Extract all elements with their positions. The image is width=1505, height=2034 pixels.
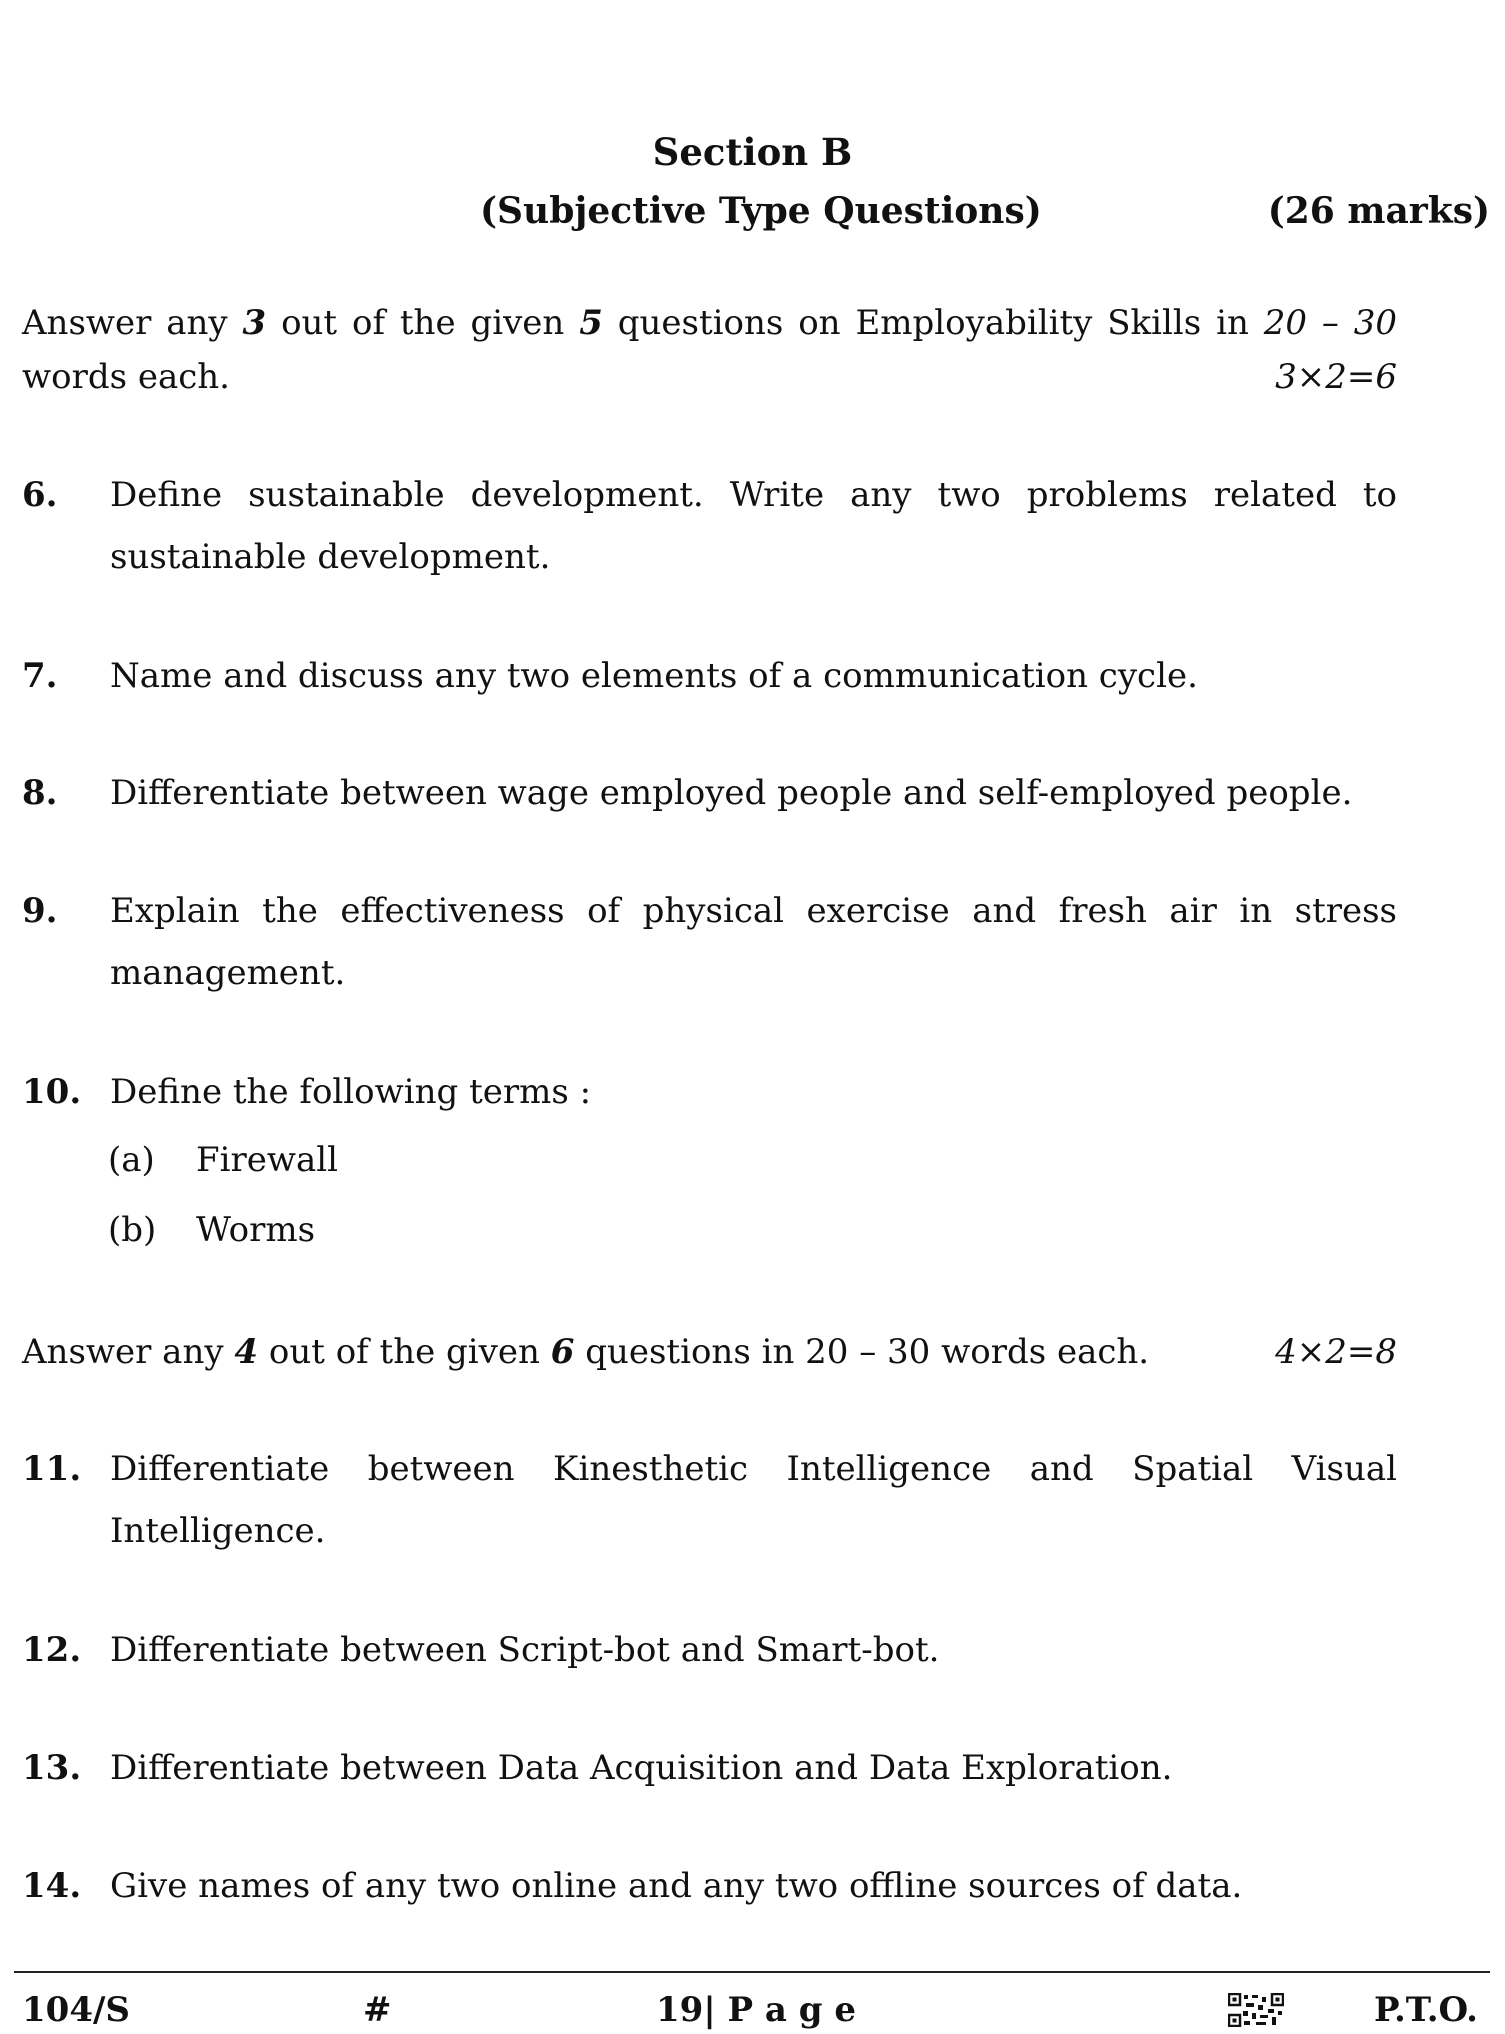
question-text: Differentiate between wage employed people and self-employed people.	[110, 773, 1353, 813]
question-text: Differentiate between Script-bot and Smart-bot.	[110, 1630, 940, 1670]
instruction-1-line-2: words each. 3×2=6	[22, 350, 1397, 404]
question-12	[22, 1619, 1397, 1681]
instruction-2-total: 6	[550, 1332, 575, 1372]
part-label: (b)	[108, 1210, 157, 1250]
section-subtitle: (Subjective Type Questions)	[480, 190, 1042, 232]
instruction-2	[22, 1325, 1397, 1379]
question-number: 6.	[22, 475, 58, 515]
question-text: Define sustainable development. Write any two problems related to sustainable development.	[110, 475, 1397, 577]
section-marks: (26 marks)	[1267, 190, 1490, 232]
instruction-2-line: Answer any 4 out of the given 6 questions in 20 – 30 words each. 4×2=8	[22, 1325, 1397, 1379]
question-number: 9.	[22, 891, 58, 931]
page-number: 19| P a g e	[656, 1990, 857, 2030]
question-text: Give names of any two online and any two offline sources of data.	[110, 1866, 1243, 1906]
instruction-1	[22, 296, 1397, 404]
instruction-1-marks: 3×2=6	[1275, 357, 1397, 397]
question-11	[22, 1438, 1397, 1562]
question-text: Define the following terms :	[110, 1072, 592, 1112]
question-number: 14.	[22, 1866, 82, 1906]
question-number: 7.	[22, 656, 58, 696]
instruction-1-range: 20 – 30	[1263, 303, 1397, 343]
instruction-1-line-1: Answer any 3 out of the given 5 questions on Employability Skills in 20 – 30	[22, 303, 1397, 343]
question-10	[22, 1061, 1397, 1123]
question-text: Name and discuss any two elements of a communication cycle.	[110, 656, 1198, 696]
question-number: 10.	[22, 1072, 82, 1112]
instruction-2-marks: 4×2=8	[1275, 1332, 1397, 1372]
qr-code-icon	[1228, 1993, 1284, 2031]
instruction-2-count: 4	[234, 1332, 259, 1372]
please-turn-over: P.T.O.	[1374, 1990, 1478, 2030]
instruction-1-count: 3	[242, 303, 267, 343]
question-text: Differentiate between Kinesthetic Intelligence and Spatial Visual Intelligence.	[110, 1449, 1397, 1551]
question-number: 8.	[22, 773, 58, 813]
part-label: (a)	[108, 1140, 155, 1180]
part-text: Worms	[196, 1210, 316, 1250]
instruction-1-total: 5	[579, 303, 603, 343]
question-6	[22, 464, 1397, 588]
hash-mark: #	[363, 1990, 392, 2030]
question-number: 12.	[22, 1630, 82, 1670]
question-7	[22, 645, 1397, 707]
question-text: Differentiate between Data Acquisition and Data Exploration.	[110, 1748, 1173, 1788]
question-9	[22, 880, 1397, 1004]
question-13	[22, 1737, 1397, 1799]
subtitle-row	[0, 190, 1505, 240]
question-14	[22, 1855, 1397, 1917]
section-title: Section B	[652, 130, 853, 174]
question-number: 11.	[22, 1449, 82, 1489]
part-text: Firewall	[196, 1140, 338, 1180]
question-text: Explain the effectiveness of physical exercise and fresh air in stress management.	[110, 891, 1397, 993]
question-8	[22, 762, 1397, 824]
footer-divider	[14, 1971, 1490, 1973]
question-number: 13.	[22, 1748, 82, 1788]
paper-code: 104/S	[22, 1990, 130, 2030]
